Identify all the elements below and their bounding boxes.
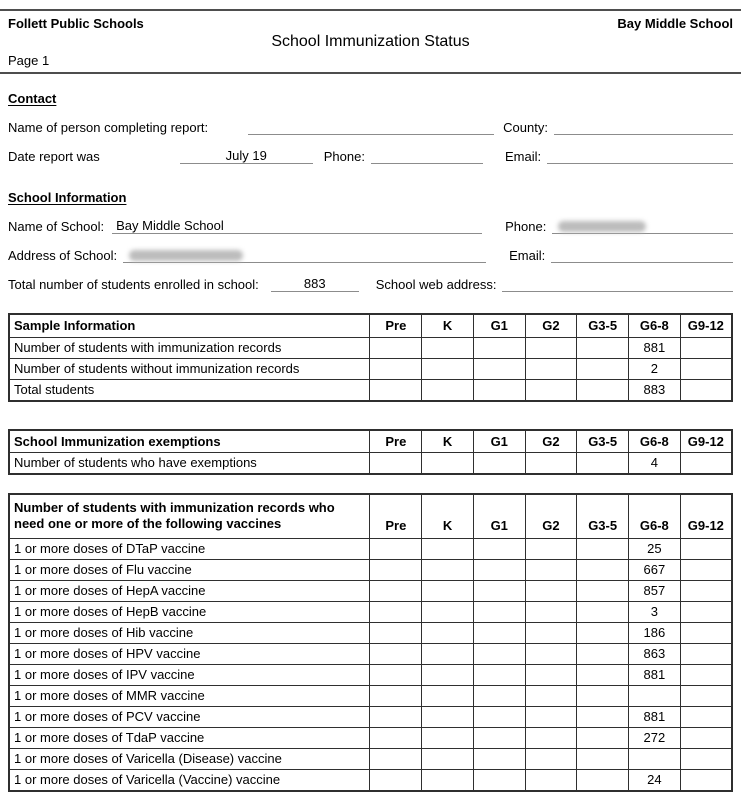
row-label: 1 or more doses of Varicella (Vaccine) vaccine <box>9 769 370 791</box>
grade-value-cell: 272 <box>629 727 681 748</box>
table-row <box>9 622 732 643</box>
row-label: 1 or more doses of DTaP vaccine <box>9 538 370 559</box>
school-address-row <box>8 247 733 263</box>
row-label: 1 or more doses of Hib vaccine <box>9 622 370 643</box>
name-of-school-value: Bay Middle School <box>116 218 224 233</box>
grade-column-header: G2 <box>525 494 577 538</box>
grade-value-cell <box>473 601 525 622</box>
table-header-row <box>9 430 732 453</box>
grade-column-header: K <box>422 430 474 453</box>
report-title: School Immunization Status <box>271 33 470 50</box>
grade-value-cell: 863 <box>629 643 681 664</box>
grade-value-cell <box>577 727 629 748</box>
grade-column-header: G9-12 <box>680 314 732 337</box>
grade-value-cell <box>680 538 732 559</box>
enrolled-total-label: Total number of students enrolled in school: <box>8 277 259 292</box>
grade-value-cell <box>422 379 474 401</box>
table-row <box>9 538 732 559</box>
grade-value-cell <box>422 622 474 643</box>
row-label: 1 or more doses of Flu vaccine <box>9 559 370 580</box>
grade-value-cell <box>680 643 732 664</box>
grade-column-header: G1 <box>473 314 525 337</box>
web-address-label: School web address: <box>375 277 497 292</box>
grade-value-cell: 667 <box>629 559 681 580</box>
row-label: Number of students with immunization records <box>9 337 370 358</box>
date-blank <box>180 148 313 164</box>
table-row <box>9 580 732 601</box>
grade-value-cell: 24 <box>629 769 681 791</box>
grade-value-cell <box>577 337 629 358</box>
grade-value-cell <box>370 601 422 622</box>
grade-value-cell <box>473 685 525 706</box>
grade-value-cell <box>629 685 681 706</box>
grade-value-cell <box>370 453 422 475</box>
grade-value-cell <box>473 580 525 601</box>
grade-value-cell <box>370 643 422 664</box>
redacted-address-value <box>129 250 243 261</box>
row-label: 1 or more doses of HepA vaccine <box>9 580 370 601</box>
table-row <box>9 664 732 685</box>
grade-value-cell <box>422 685 474 706</box>
grade-value-cell <box>680 706 732 727</box>
grade-value-cell: 186 <box>629 622 681 643</box>
grade-value-cell <box>525 706 577 727</box>
vaccines-needed-table <box>8 493 733 792</box>
grade-value-cell <box>370 358 422 379</box>
grade-column-header: G2 <box>525 314 577 337</box>
school-phone-blank <box>552 218 733 234</box>
grade-value-cell <box>680 337 732 358</box>
grade-value-cell <box>577 748 629 769</box>
row-label: 1 or more doses of HepB vaccine <box>9 601 370 622</box>
grade-value-cell <box>525 337 577 358</box>
grade-value-cell <box>370 706 422 727</box>
row-label: 1 or more doses of IPV vaccine <box>9 664 370 685</box>
grade-value-cell <box>473 337 525 358</box>
grade-value-cell <box>680 379 732 401</box>
grade-value-cell <box>422 580 474 601</box>
grade-column-header: G6-8 <box>629 430 681 453</box>
grade-value-cell <box>577 379 629 401</box>
grade-value-cell: 881 <box>629 706 681 727</box>
grade-value-cell <box>473 358 525 379</box>
grade-value-cell <box>680 559 732 580</box>
table-row <box>9 559 732 580</box>
table-row <box>9 643 732 664</box>
grade-value-cell <box>422 706 474 727</box>
grade-value-cell <box>422 601 474 622</box>
grade-value-cell <box>680 358 732 379</box>
school-email-blank <box>551 247 733 263</box>
grade-value-cell: 2 <box>629 358 681 379</box>
grade-value-cell <box>629 748 681 769</box>
contact-heading: Contact <box>8 91 57 106</box>
table-row <box>9 727 732 748</box>
grade-value-cell <box>370 685 422 706</box>
grade-value-cell <box>577 643 629 664</box>
row-label: 1 or more doses of Varicella (Disease) vaccine <box>9 748 370 769</box>
grade-value-cell <box>525 622 577 643</box>
grade-value-cell <box>422 643 474 664</box>
grade-column-header: G3-5 <box>577 314 629 337</box>
grade-value-cell: 857 <box>629 580 681 601</box>
grade-value-cell <box>422 727 474 748</box>
table-row <box>9 748 732 769</box>
grade-value-cell <box>473 379 525 401</box>
grade-value-cell <box>680 769 732 791</box>
row-label: 1 or more doses of TdaP vaccine <box>9 727 370 748</box>
grade-value-cell <box>525 664 577 685</box>
grade-value-cell <box>422 337 474 358</box>
grade-value-cell: 4 <box>629 453 681 475</box>
grade-value-cell <box>370 559 422 580</box>
table-header-row <box>9 314 732 337</box>
grade-value-cell <box>525 358 577 379</box>
grade-value-cell <box>577 453 629 475</box>
header-rule <box>0 72 741 74</box>
row-label: 1 or more doses of HPV vaccine <box>9 643 370 664</box>
grade-value-cell <box>370 622 422 643</box>
grade-column-header: Pre <box>370 494 422 538</box>
grade-value-cell <box>525 601 577 622</box>
grade-value-cell <box>525 379 577 401</box>
grade-column-header: G2 <box>525 430 577 453</box>
table-title: Number of students with immunization records who need one or more of the following vaccines <box>9 494 370 538</box>
grade-value-cell <box>422 559 474 580</box>
row-label: Number of students who have exemptions <box>9 453 370 475</box>
grade-column-header: G1 <box>473 494 525 538</box>
grade-value-cell <box>577 664 629 685</box>
grade-value-cell: 881 <box>629 337 681 358</box>
web-address-blank <box>502 276 733 292</box>
table-row <box>9 358 732 379</box>
grade-value-cell <box>370 379 422 401</box>
grade-value-cell <box>525 453 577 475</box>
contact-date-row <box>8 148 733 164</box>
grade-value-cell <box>473 643 525 664</box>
table-title: School Immunization exemptions <box>9 430 370 453</box>
contact-name-row <box>8 119 733 135</box>
grade-value-cell <box>525 643 577 664</box>
grade-value-cell <box>577 580 629 601</box>
contact-email-label: Email: <box>504 149 542 164</box>
row-label: Total students <box>9 379 370 401</box>
grade-value-cell <box>680 453 732 475</box>
grade-value-cell <box>525 580 577 601</box>
grade-column-header: G9-12 <box>680 430 732 453</box>
enrollment-row <box>8 276 733 292</box>
grade-value-cell <box>473 769 525 791</box>
contact-email-blank <box>547 148 733 164</box>
grade-value-cell <box>577 685 629 706</box>
grade-value-cell <box>525 559 577 580</box>
county-blank <box>554 119 733 135</box>
grade-value-cell <box>370 538 422 559</box>
grade-value-cell <box>680 685 732 706</box>
table-row <box>9 769 732 791</box>
enrolled-total-blank <box>271 276 359 292</box>
grade-value-cell <box>525 538 577 559</box>
grade-value-cell <box>525 685 577 706</box>
grade-value-cell <box>525 727 577 748</box>
row-label: Number of students without immunization records <box>9 358 370 379</box>
contact-phone-blank <box>371 148 483 164</box>
sample-information-table <box>8 313 733 402</box>
grade-column-header: G1 <box>473 430 525 453</box>
address-of-school-label: Address of School: <box>8 248 118 263</box>
grade-column-header: K <box>422 314 474 337</box>
grade-value-cell <box>473 538 525 559</box>
table-row <box>9 379 732 401</box>
grade-value-cell <box>473 706 525 727</box>
date-value: July 19 <box>225 148 267 163</box>
grade-value-cell <box>370 769 422 791</box>
grade-value-cell <box>577 358 629 379</box>
grade-value-cell: 883 <box>629 379 681 401</box>
grade-value-cell <box>422 453 474 475</box>
grade-value-cell <box>577 706 629 727</box>
grade-value-cell <box>473 748 525 769</box>
table-row <box>9 685 732 706</box>
grade-value-cell <box>577 769 629 791</box>
enrolled-total-value: 883 <box>303 276 326 291</box>
grade-value-cell <box>370 727 422 748</box>
table-title: Sample Information <box>9 314 370 337</box>
county-label: County: <box>503 120 548 135</box>
grade-value-cell <box>680 601 732 622</box>
grade-value-cell <box>370 664 422 685</box>
grade-value-cell <box>422 769 474 791</box>
grade-value-cell <box>680 727 732 748</box>
page-number: Page 1 <box>8 53 50 68</box>
grade-column-header: G9-12 <box>680 494 732 538</box>
address-blank <box>123 247 486 263</box>
grade-value-cell <box>473 664 525 685</box>
table-header-row <box>9 494 732 538</box>
school-phone-label: Phone: <box>505 219 547 234</box>
school-name-header: Bay Middle School <box>617 16 733 31</box>
name-of-school-label: Name of School: <box>8 219 105 234</box>
grade-value-cell: 881 <box>629 664 681 685</box>
name-of-school-blank <box>112 218 482 234</box>
school-email-label: Email: <box>509 248 546 263</box>
grade-value-cell <box>525 748 577 769</box>
immunization-exemptions-table <box>8 429 733 476</box>
grade-value-cell <box>370 748 422 769</box>
grade-value-cell <box>680 622 732 643</box>
table-row <box>9 601 732 622</box>
grade-value-cell: 25 <box>629 538 681 559</box>
grade-column-header: K <box>422 494 474 538</box>
table-row <box>9 453 732 475</box>
grade-column-header: Pre <box>370 314 422 337</box>
grade-value-cell <box>473 453 525 475</box>
grade-value-cell <box>422 748 474 769</box>
grade-column-header: G3-5 <box>577 430 629 453</box>
grade-value-cell <box>370 337 422 358</box>
district-name: Follett Public Schools <box>8 16 144 31</box>
grade-value-cell <box>473 727 525 748</box>
name-of-person-blank <box>248 119 494 135</box>
grade-value-cell <box>473 559 525 580</box>
grade-value-cell <box>525 769 577 791</box>
grade-value-cell <box>422 358 474 379</box>
table-row <box>9 706 732 727</box>
school-information-heading: School Information <box>8 190 127 205</box>
grade-value-cell <box>370 580 422 601</box>
contact-phone-label: Phone: <box>323 149 365 164</box>
row-label: 1 or more doses of PCV vaccine <box>9 706 370 727</box>
row-label: 1 or more doses of MMR vaccine <box>9 685 370 706</box>
school-name-row <box>8 218 733 234</box>
grade-value-cell: 3 <box>629 601 681 622</box>
date-report-label: Date report was <box>8 149 100 164</box>
grade-column-header: G6-8 <box>629 494 681 538</box>
top-rule <box>0 9 741 11</box>
grade-value-cell <box>577 538 629 559</box>
doc-header <box>8 16 733 31</box>
grade-value-cell <box>680 664 732 685</box>
grade-value-cell <box>422 538 474 559</box>
grade-value-cell <box>577 622 629 643</box>
grade-column-header: Pre <box>370 430 422 453</box>
table-row <box>9 337 732 358</box>
grade-value-cell <box>473 622 525 643</box>
redacted-phone-value <box>558 221 646 232</box>
grade-value-cell <box>577 601 629 622</box>
grade-value-cell <box>577 559 629 580</box>
grade-column-header: G3-5 <box>577 494 629 538</box>
grade-value-cell <box>680 580 732 601</box>
grade-value-cell <box>422 664 474 685</box>
grade-column-header: G6-8 <box>629 314 681 337</box>
name-of-person-label: Name of person completing report: <box>8 120 209 135</box>
grade-value-cell <box>680 748 732 769</box>
